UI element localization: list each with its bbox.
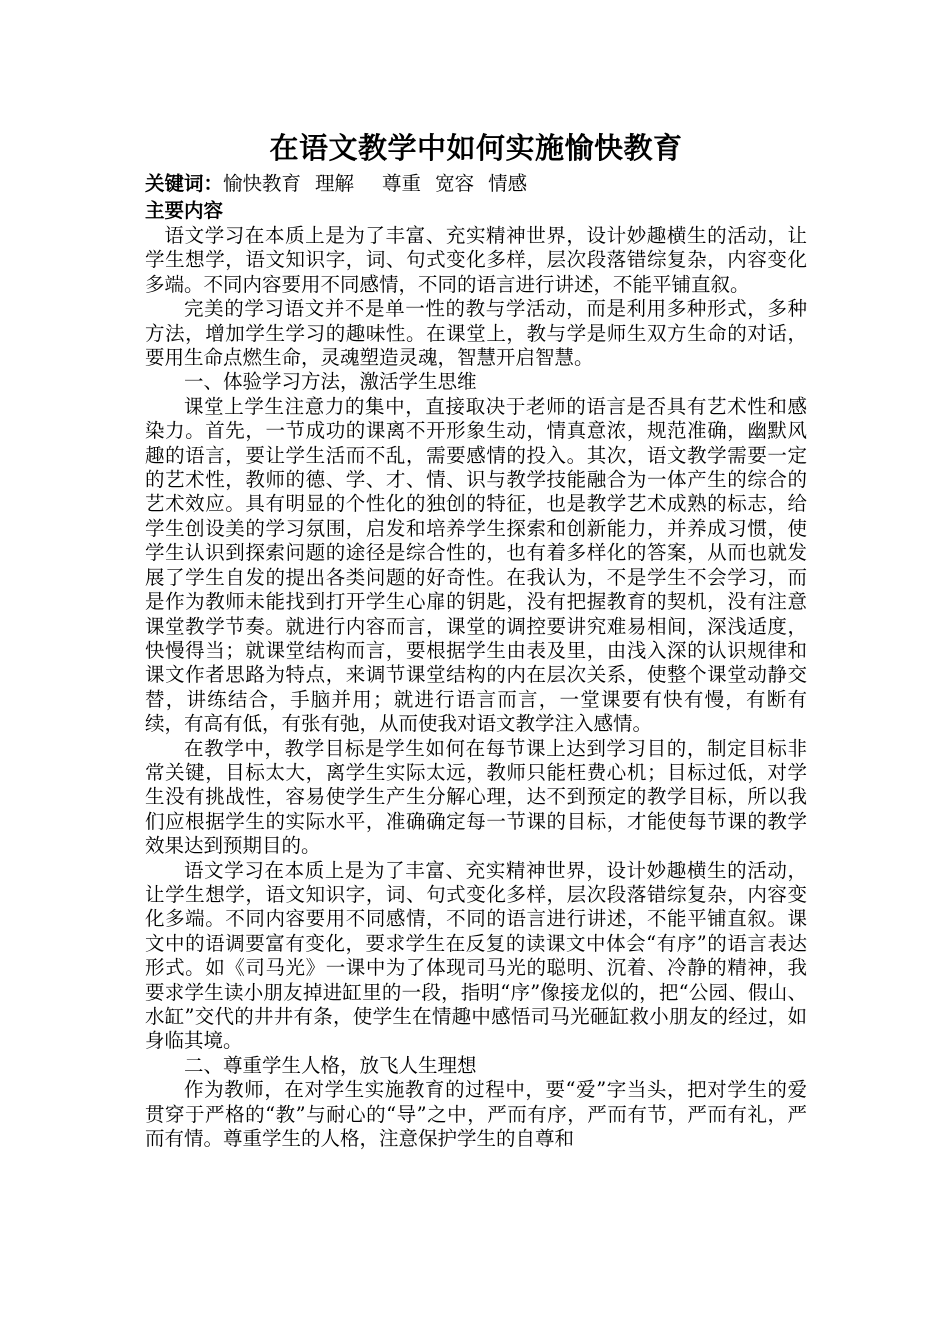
paragraph-1: 语文学习在本质上是为了丰富、充实精神世界，设计妙趣横生的活动，让学生想学，语文知识字，词、句式变化多样，层次段落错综复杂，内容变化多端。不同内容要用不同感情，不同的语言进行讲述，不能平铺直叙。: [145, 224, 807, 296]
paragraph-5: 语文学习在本质上是为了丰富、充实精神世界，设计妙趣横生的活动，让学生想学，语文知识字，词、句式变化多样，层次段落错综复杂，内容变化多端。不同内容要用不同感情，不同的语言进行讲述，不能平铺直叙。课文中的语调要富有变化，要求学生在反复的读课文中体会“有序”的语言表达形式。如《司马光》一课中为了体现司马光的聪明、沉着、冷静的精神，我要求学生读小朋友掉进缸里的一段，指明“序”像接龙似的，把“公园、假山、水缸”交代的井井有条，使学生在情趣中感悟司马光砸缸救小朋友的经过，如身临其境。: [145, 858, 807, 1053]
keywords-label: 关键词：: [145, 172, 224, 195]
paragraph-2: 完美的学习语文并不是单一性的教与学活动，而是利用多种形式，多种方法，增加学生学习的趣味性。在课堂上，教与学是师生双方生命的对话，要用生命点燃生命，灵魂塑造灵魂，智慧开启智慧。: [145, 297, 807, 370]
section-heading-1: 一、体验学习方法，激活学生思维: [184, 370, 477, 394]
keyword-3: 尊重: [382, 172, 422, 195]
section-heading-2: 二、尊重学生人格，放飞人生理想: [184, 1053, 477, 1077]
paragraph-6: 作为教师，在对学生实施教育的过程中，要“爱”字当头，把对学生的爱贯穿于严格的“教”与耐心的“导”之中，严而有序，严而有节，严而有礼，严而有情。尊重学生的人格，注意保护学生的自尊和: [145, 1078, 807, 1151]
paragraph-4: 在教学中，教学目标是学生如何在每节课上达到学习目的，制定目标非常关键，目标太大，离学生实际太远，教师只能枉费心机；目标过低，对学生没有挑战性，容易使学生产生分解心理，达不到预定的教学目标，所以我们应根据学生的实际水平，准确确定每一节课的目标，才能使每节课的教学效果达到预期目的。: [145, 736, 807, 858]
document-title: 在语文教学中如何实施愉快教育: [269, 131, 683, 165]
document-page: [145, 128, 807, 1151]
paragraph-3: 课堂上学生注意力的集中，直接取决于老师的语言是否具有艺术性和感染力。首先，一节成功的课离不开形象生动，情真意浓，规范准确，幽默风趣的语言，要让学生活而不乱，需要感情的投入。其次，语文教学需要一定的艺术性，教师的德、学、才、情、识与教学技能融合为一体产生的综合的艺术效应。具有明显的个性化的独创的特征，也是教学艺术成熟的标志，给学生创设美的学习氛围，启发和培养学生探索和创新能力，并养成习惯，使学生认识到探索问题的途径是综合性的，也有着多样化的答案，从而也就发展了学生自发的提出各类问题的好奇性。在我认为，不是学生不会学习，而是作为教师未能找到打开学生心扉的钥匙，没有把握教育的契机，没有注意课堂教学节奏。就进行内容而言，课堂的调控要讲究难易相间，深浅适度，快慢得当；就课堂结构而言，要根据学生由表及里，由浅入深的认识规律和课文作者思路为特点，来调节课堂结构的内在层次关系，使整个课堂动静交替，讲练结合，手脑并用；就进行语言而言，一堂课要有快有慢，有断有续，有高有低，有张有弛，从而使我对语文教学注入感情。: [145, 394, 807, 736]
keyword-4: 宽容: [435, 172, 475, 195]
keyword-5: 情感: [488, 172, 528, 195]
main-content-heading: 主要内容: [145, 199, 224, 222]
keywords-line: [145, 170, 807, 198]
keyword-2: 理解: [315, 172, 355, 195]
keyword-1: 愉快教育: [223, 172, 302, 195]
